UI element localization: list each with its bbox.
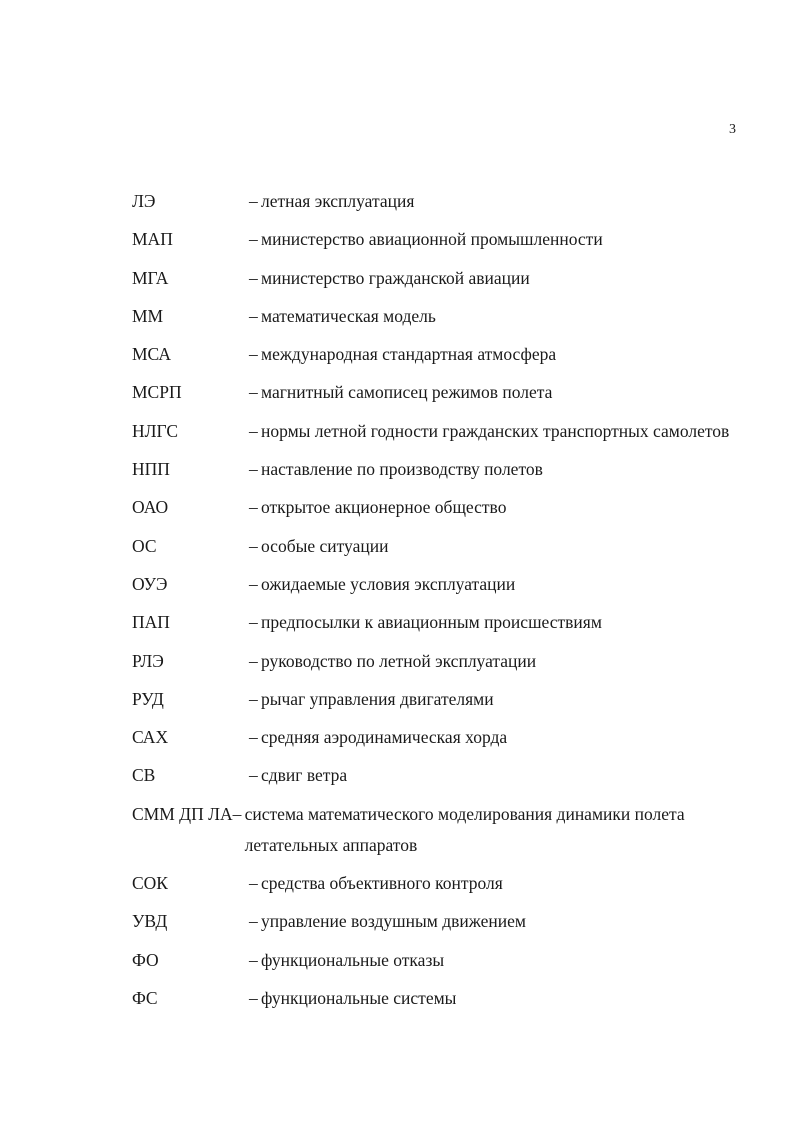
- abbreviation-definition: математическая модель: [261, 305, 436, 326]
- abbreviation-definition: управление воздушным движением: [261, 911, 526, 932]
- abbreviation-row: [132, 301, 732, 332]
- abbreviation-definition: сдвиг ветра: [261, 765, 348, 786]
- abbreviation-dash: –: [249, 382, 258, 403]
- abbreviation-dash: –: [249, 497, 258, 518]
- abbreviation-definition: рычаг управления двигателями: [261, 688, 494, 709]
- abbreviation-dash: –: [249, 765, 258, 786]
- abbreviation-dash: –: [232, 803, 242, 824]
- abbreviation-term: ОАО: [132, 497, 169, 518]
- abbreviation-row: [132, 339, 732, 370]
- abbreviation-term: РУД: [132, 688, 164, 709]
- abbreviation-definition: функциональные системы: [261, 987, 457, 1008]
- abbreviation-definition: министерство гражданской авиации: [261, 267, 530, 288]
- abbreviation-term: СММ ДП ЛА: [132, 803, 233, 824]
- abbreviation-definition: предпосылки к авиационным происшествиям: [261, 612, 602, 633]
- abbreviation-row: [132, 186, 732, 217]
- abbreviation-row: [132, 722, 732, 753]
- abbreviation-term: НЛГС: [132, 420, 179, 441]
- abbreviation-definition: средства объективного контроля: [261, 873, 503, 894]
- abbreviation-term: САХ: [132, 727, 169, 748]
- abbreviation-definition: ожидаемые условия эксплуатации: [261, 573, 516, 594]
- abbreviation-definition: министерство авиационной промышленности: [261, 229, 603, 250]
- abbreviation-term: МАП: [132, 229, 173, 250]
- abbreviation-dash: –: [249, 229, 258, 250]
- abbreviation-term: СОК: [132, 873, 168, 894]
- abbreviation-definition: международная стандартная атмосфера: [261, 344, 557, 365]
- abbreviation-dash: –: [249, 911, 258, 932]
- abbreviation-row: [132, 906, 732, 937]
- abbreviation-term: МСРП: [132, 382, 182, 403]
- abbreviation-dash: –: [249, 987, 258, 1008]
- abbreviation-definition: нормы летной годности гражданских транспортных самолетов: [261, 420, 730, 441]
- abbreviation-row: [132, 868, 732, 899]
- abbreviation-term: РЛЭ: [132, 650, 164, 671]
- abbreviation-dash: –: [249, 305, 258, 326]
- abbreviation-row: [132, 607, 732, 638]
- abbreviation-dash: –: [249, 267, 258, 288]
- abbreviation-row: [132, 569, 732, 600]
- abbreviation-definition: средняя аэродинамическая хорда: [261, 727, 508, 748]
- abbreviation-term: ММ: [132, 305, 164, 326]
- abbreviation-dash: –: [249, 949, 258, 970]
- abbreviation-dash: –: [249, 688, 258, 709]
- abbreviation-term: ФО: [132, 949, 159, 970]
- abbreviation-definition: система математического моделирования динамики полета летательных аппаратов: [244, 803, 685, 855]
- abbreviation-definition: руководство по летной эксплуатации: [261, 650, 537, 671]
- abbreviation-term: ФС: [132, 987, 158, 1008]
- abbreviation-row: [132, 760, 732, 791]
- abbreviation-term: СВ: [132, 765, 156, 786]
- abbreviation-term: ОУЭ: [132, 573, 168, 594]
- abbreviation-dash: –: [249, 344, 258, 365]
- abbreviation-dash: –: [249, 573, 258, 594]
- abbreviation-row: [132, 224, 732, 255]
- abbreviation-term: МГА: [132, 267, 169, 288]
- abbreviation-row: [132, 416, 732, 447]
- abbreviation-dash: –: [249, 650, 258, 671]
- abbreviation-definition: магнитный самописец режимов полета: [261, 382, 553, 403]
- abbreviation-row: [132, 799, 732, 861]
- abbreviation-term: ОС: [132, 535, 157, 556]
- abbreviation-row: [132, 983, 732, 1014]
- abbreviation-row: [132, 454, 732, 485]
- abbreviation-list: [132, 186, 732, 1021]
- page-number: 3: [729, 122, 736, 137]
- abbreviation-dash: –: [249, 873, 258, 894]
- abbreviation-definition: функциональные отказы: [261, 949, 445, 970]
- abbreviation-definition: особые ситуации: [261, 535, 389, 556]
- abbreviation-row: [132, 646, 732, 677]
- abbreviation-term: ЛЭ: [132, 191, 156, 211]
- abbreviation-definition: открытое акционерное общество: [261, 497, 507, 518]
- abbreviation-row: [132, 684, 732, 715]
- abbreviation-term: УВД: [132, 911, 168, 932]
- abbreviation-definition: наставление по производству полетов: [261, 459, 543, 480]
- abbreviation-row: [132, 377, 732, 408]
- abbreviation-row: [132, 945, 732, 976]
- abbreviation-dash: –: [249, 535, 258, 556]
- abbreviation-row: [132, 263, 732, 294]
- abbreviation-term: МСА: [132, 344, 171, 365]
- abbreviation-definition: летная эксплуатация: [261, 191, 415, 211]
- abbreviation-dash: –: [249, 459, 258, 480]
- abbreviation-row: [132, 492, 732, 523]
- abbreviation-term: НПП: [132, 459, 170, 480]
- abbreviation-dash: –: [249, 612, 258, 633]
- abbreviation-dash: –: [249, 727, 258, 748]
- abbreviation-row: [132, 531, 732, 562]
- abbreviation-dash: –: [249, 420, 258, 441]
- abbreviation-dash: –: [249, 191, 258, 211]
- abbreviation-term: ПАП: [132, 612, 170, 633]
